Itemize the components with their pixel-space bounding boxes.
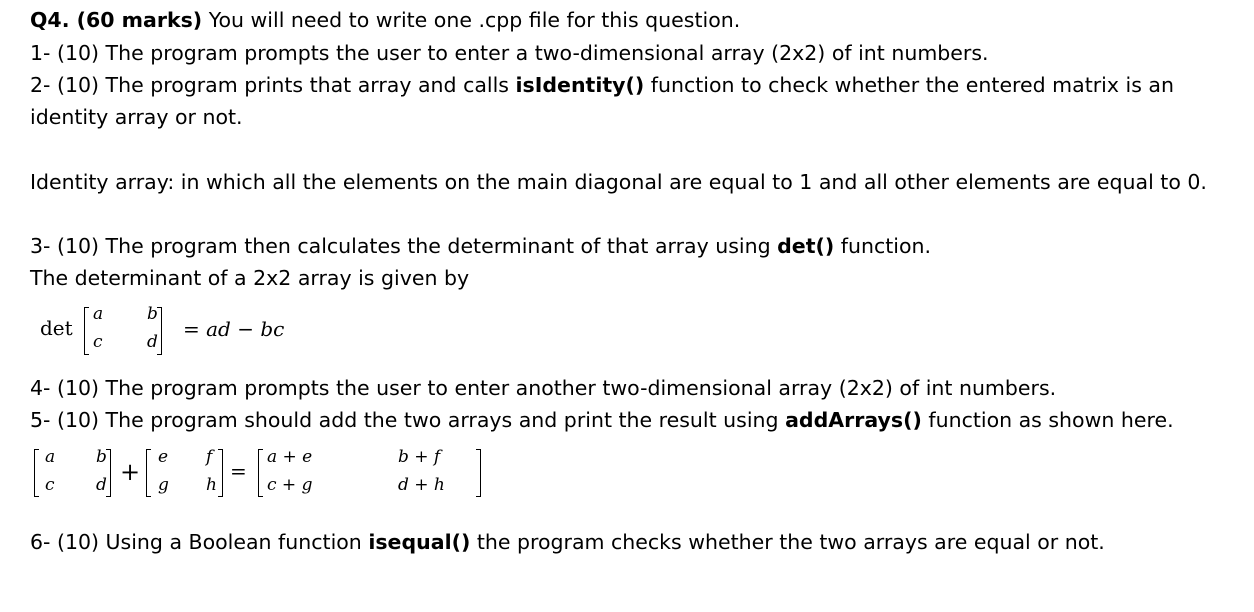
equals-sign: = <box>230 459 247 483</box>
item-3-prefix: 3- (10) The program then calculates the determinant of that array using <box>30 234 778 258</box>
question-heading-rest: You will need to write one .cpp file for this question. <box>202 8 741 32</box>
result-cell-r21: c + g <box>267 475 313 495</box>
item-5-prefix: 5- (10) The program should add the two arrays and print the result using <box>30 408 786 432</box>
item-2-function: isIdentity() <box>515 73 645 97</box>
determinant-intro: The determinant of a 2x2 array is given by <box>30 266 470 290</box>
item-4: 4- (10) The program prompts the user to enter another two-dimensional array (2x2) of int numbers. <box>30 376 1057 400</box>
m2-cell-g: g <box>158 475 169 495</box>
m1-cell-d: d <box>96 475 107 495</box>
result-cell-r11: a + e <box>267 447 313 467</box>
m1-left-bracket <box>34 449 39 497</box>
m2-left-bracket <box>146 449 151 497</box>
item-6-prefix: 6- (10) Using a Boolean function <box>30 530 369 554</box>
result-cell-r12: b + f <box>398 447 441 467</box>
item-5-function: addArrays() <box>785 408 922 432</box>
det-cell-c: c <box>93 332 103 352</box>
m2-cell-h: h <box>206 475 217 495</box>
det-rhs: = ad − bc <box>183 317 285 341</box>
m2-cell-e: e <box>158 447 169 467</box>
item-6-suffix: the program checks whether the two arrays are equal or not. <box>470 530 1105 554</box>
question-heading: Q4. (60 marks) <box>30 8 203 32</box>
result-left-bracket <box>258 449 263 497</box>
det-right-bracket <box>157 307 162 355</box>
det-left-bracket <box>84 307 89 355</box>
m1-cell-a: a <box>45 447 56 467</box>
m2-cell-f: f <box>206 447 213 467</box>
item-6 <box>30 529 1105 555</box>
item-2 <box>30 72 1174 98</box>
item-2-prefix: 2- (10) The program prints that array and calls <box>30 73 516 97</box>
item-3-function: det() <box>777 234 835 258</box>
item-6-function: isequal() <box>368 530 471 554</box>
question-heading-line <box>30 7 740 33</box>
det-operator: det <box>40 316 73 340</box>
m1-cell-c: c <box>45 475 55 495</box>
m1-right-bracket <box>106 449 111 497</box>
det-cell-d: d <box>147 332 158 352</box>
result-right-bracket <box>476 449 481 497</box>
item-5 <box>30 407 1174 433</box>
det-cell-a: a <box>93 304 104 324</box>
identity-definition: Identity array: in which all the elements on the main diagonal are equal to 1 and all other elements are equal to 0. <box>30 170 1207 194</box>
item-5-suffix: function as shown here. <box>921 408 1174 432</box>
m2-right-bracket <box>218 449 223 497</box>
item-1: 1- (10) The program prompts the user to enter a two-dimensional array (2x2) of int numbers. <box>30 41 989 65</box>
det-cell-b: b <box>147 304 158 324</box>
m1-cell-b: b <box>96 447 107 467</box>
item-3 <box>30 233 931 259</box>
result-cell-r22: d + h <box>398 475 445 495</box>
plus-sign: + <box>120 458 141 486</box>
item-3-suffix: function. <box>834 234 932 258</box>
item-2-continuation: identity array or not. <box>30 105 243 129</box>
item-2-suffix: function to check whether the entered matrix is an <box>644 73 1174 97</box>
